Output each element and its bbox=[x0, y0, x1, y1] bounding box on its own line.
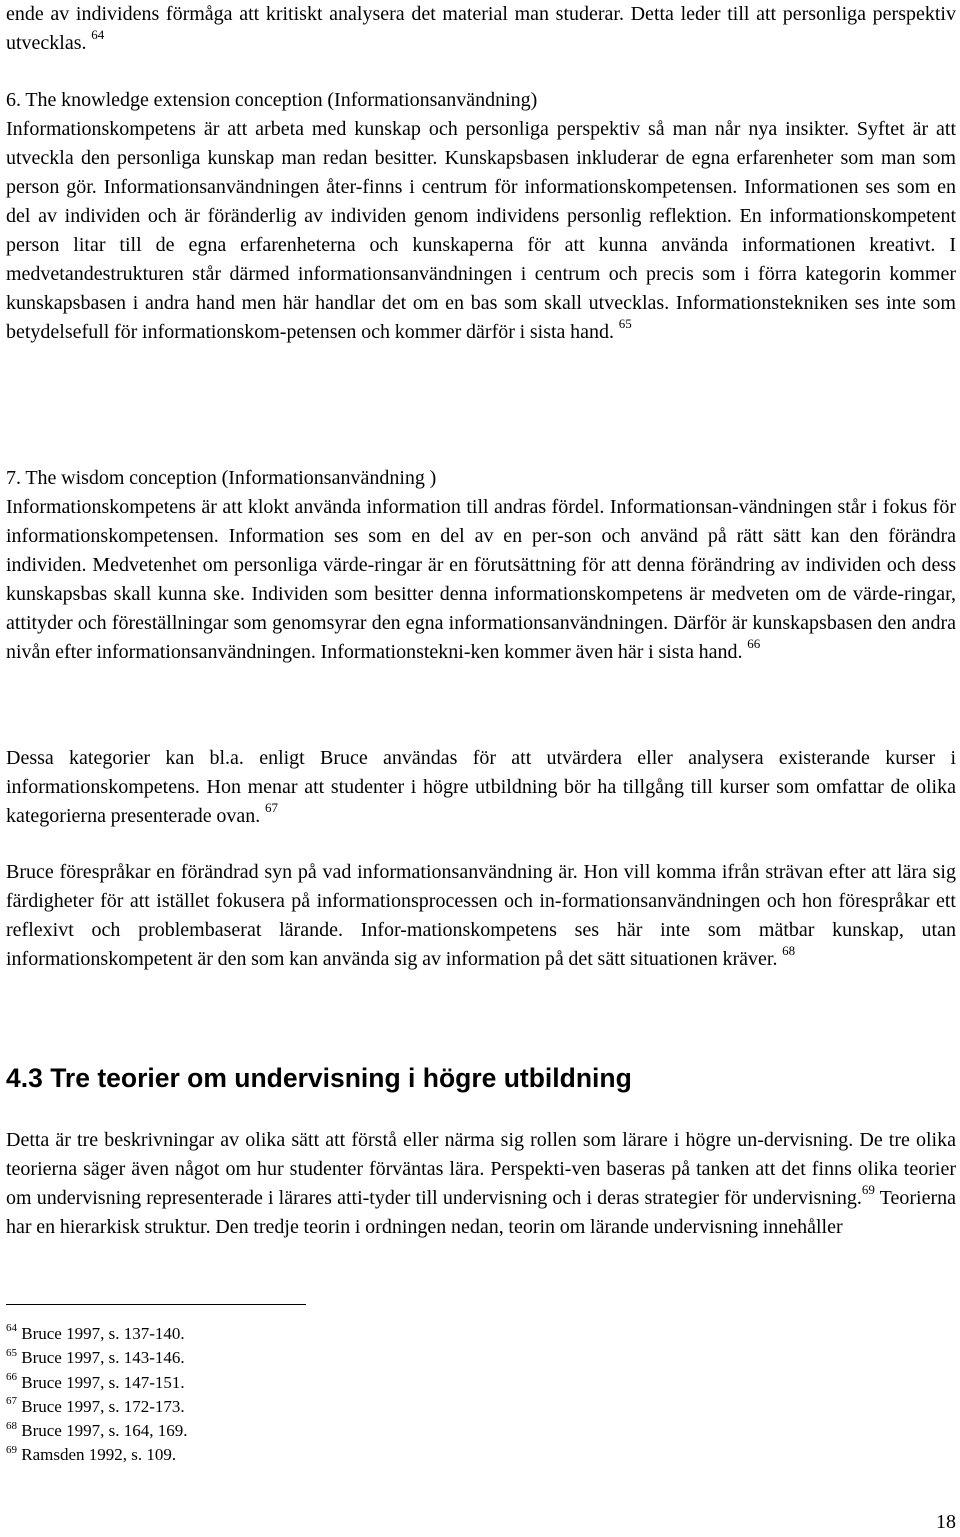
footnote-separator bbox=[6, 1304, 306, 1305]
footnote-number: 64 bbox=[6, 1322, 17, 1335]
footnote-ref: 68 bbox=[782, 943, 796, 959]
section-heading: 4.3 Tre teorier om undervisning i högre utbildning bbox=[6, 1063, 632, 1093]
paragraph-section-intro bbox=[6, 1126, 956, 1242]
footnote-text: Bruce 1997, s. 164, 169. bbox=[17, 1421, 188, 1441]
footnote bbox=[6, 1395, 187, 1419]
footnote-text: Bruce 1997, s. 147-151. bbox=[17, 1372, 185, 1392]
category-heading: 6. The knowledge extension conception (Informationsanvändning) bbox=[6, 89, 538, 111]
footnote-text: Ramsden 1992, s. 109. bbox=[17, 1445, 177, 1465]
footnote-text: Bruce 1997, s. 137-140. bbox=[17, 1324, 185, 1343]
footnote-number: 69 bbox=[6, 1443, 17, 1456]
paragraph-intro bbox=[6, 0, 956, 58]
paragraph-text: ende av individens förmåga att kritiskt analysera det material man studerar. Detta leder till att personliga perspektiv utvecklas. bbox=[6, 3, 956, 54]
footnote bbox=[6, 1322, 187, 1346]
footnote bbox=[6, 1346, 187, 1370]
footnote bbox=[6, 1371, 187, 1395]
page-number: 18 bbox=[936, 1511, 956, 1533]
footnote-ref: 65 bbox=[618, 316, 632, 332]
paragraph-text: Informationskompetens är att klokt använda information till andras fördel. Informationsan-vändningen står i fokus för informationskompetensen. Information ses som en del av en per-son och använd på rätt sätt kan den förändra individen. Medvetenhet om personliga värde-ringar är en förutsättning för att denna förändring av individen och dess kunskapsbas skall kunna ske. Individen som besitter denna informationskompetens är medveten om de värde-ringar, attityder och föreställningar som genomsyrar den egna informationsanvändningen. Därför är kunskapsbasen den andra nivån efter informationsanvändningen. Informationstekni-ken kommer även här i sista hand. bbox=[6, 496, 956, 663]
category-heading: 7. The wisdom conception (Informationsanvändning ) bbox=[6, 467, 437, 489]
footnote-ref: 67 bbox=[264, 800, 278, 816]
footnote-number: 66 bbox=[6, 1370, 17, 1383]
footnote-ref: 69 bbox=[861, 1182, 875, 1198]
paragraph-text: Bruce förespråkar en förändrad syn på vad informationsanvändning är. Hon vill komma ifrån strävan efter att lära sig färdigheter för att istället fokusera på informationsprocessen och in-formationsanvändningen och hon förespråkar ett reflexivt och problembaserat lärande. Infor-mationskompetens ses här inte som mätbar kunskap, utan informationskompetent är den som kan använda sig av information på det sätt situationen kräver. bbox=[6, 861, 956, 970]
footnote-number: 67 bbox=[6, 1395, 17, 1408]
footnote bbox=[6, 1443, 187, 1467]
paragraph-text: Informationskompetens är att arbeta med kunskap och personliga perspektiv så man når nya insikter. Syftet är att utveckla den personliga kunskap man redan besitter. Kunskapsbasen inkluderar de egna erfarenheter som man som person gör. Informationsanvändningen åter-finns i centrum för informationskompetensen. Informationen ses som en del av individen och är föränderlig av individen genom individens personlig reflektion. En informationskompetent person litar till de egna erfarenheterna och kunskaperna för att kunna använda informationen kreativt. I medvetandestrukturen står därmed informationsanvändningen i centrum och precis som i förra kategorin kommer kunskapsbasen i andra hand men här handlar det om en bas som skall utvecklas. Informationstekniken ses inte som betydelsefull för informationskom-petensen och kommer därför i sista hand. bbox=[6, 118, 956, 343]
paragraph-bruce bbox=[6, 858, 956, 974]
paragraph-text: Detta är tre beskrivningar av olika sätt att förstå eller närma sig rollen som lärare i högre un-dervisning. De tre olika teorierna säger även något om hur studenter förväntas lära. Perspekti-ven baseras på tanken att det finns olika teorier om undervisning representerade i lärares atti-tyder till undervisning och i deras strategier för undervisning. bbox=[6, 1129, 956, 1209]
footnote-number: 65 bbox=[6, 1346, 17, 1359]
category-6 bbox=[6, 86, 956, 347]
paragraph-categories-usage bbox=[6, 744, 956, 831]
footnote bbox=[6, 1419, 187, 1443]
footnote-text: Bruce 1997, s. 143-146. bbox=[17, 1348, 185, 1368]
paragraph-text: Dessa kategorier kan bl.a. enligt Bruce användas för att utvärdera eller analysera existerande kurser i informationskompetens. Hon menar att studenter i högre utbildning bör ha tillgång till kurser som omfattar de olika kategorierna presenterade ovan. bbox=[6, 747, 956, 827]
category-7 bbox=[6, 464, 956, 667]
footnote-number: 68 bbox=[6, 1419, 17, 1432]
footnote-ref: 64 bbox=[91, 27, 105, 43]
footnotes bbox=[6, 1322, 187, 1468]
footnote-text: Bruce 1997, s. 172-173. bbox=[17, 1396, 185, 1416]
footnote-ref: 66 bbox=[747, 636, 761, 652]
paragraph-text: Teorierna har en hierarkisk struktur. Den tredje teorin i ordningen nedan, teorin om lärande undervisning innehåller bbox=[6, 1187, 956, 1238]
